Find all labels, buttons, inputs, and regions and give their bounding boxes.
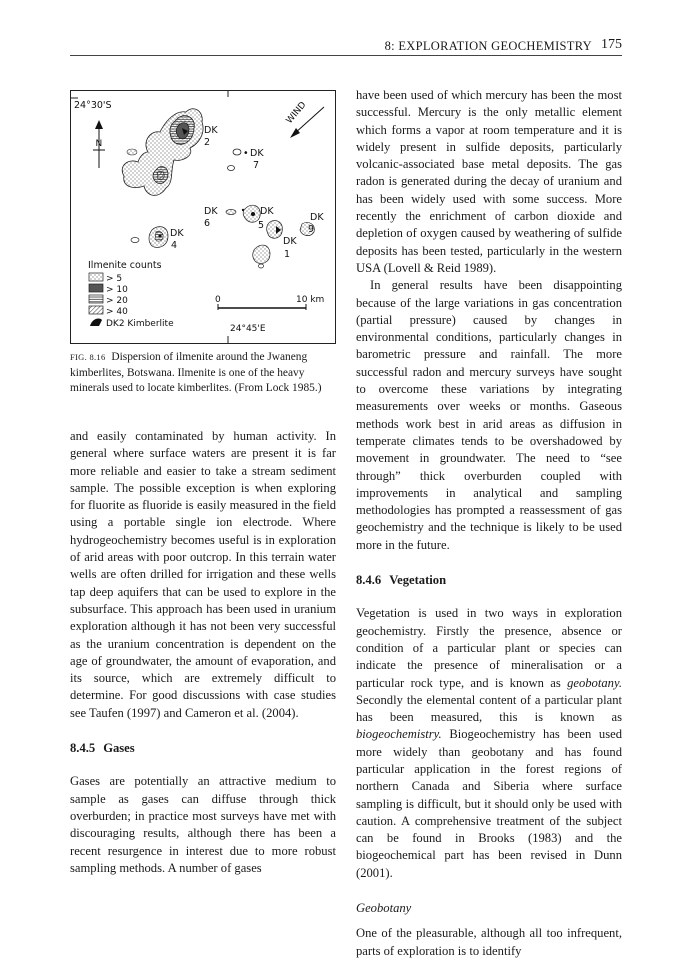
ilmenite-dispersion-map xyxy=(70,90,336,344)
north-label: N xyxy=(95,139,103,149)
legend-item-gt5: > 5 xyxy=(106,274,123,284)
latitude-label: 24°30'S xyxy=(74,100,112,111)
section-number: 8.4.5 xyxy=(70,741,96,756)
dk4-label-num: 4 xyxy=(171,240,178,251)
term-geobotany: geobotany. xyxy=(567,675,622,690)
dk2-label-num: 2 xyxy=(204,137,211,148)
legend-title: Ilmenite counts xyxy=(88,260,162,271)
vegetation-text-a: Vegetation is used in two ways in exploration geochemistry. Firstly the presence, absence or condition of a particular plant or species can indicate the presence of mineralisation or a particular rock type, and is known as xyxy=(356,606,622,690)
halo-dk7 xyxy=(233,149,241,155)
kimberlite-legend-icon xyxy=(90,318,102,326)
paragraph-hydrogeochemistry: and easily contaminated by human activity. In general where surface waters are present it is far more reliable and easier to take a stream sediment sample. The possible exception is when exploring for fluorite as fluoride is easily measured in the field using a portable single ion electrode. Where hydrogeochemistry becomes useful is in exploration of arid areas with poor outcrop. In this terrain water wells are often drilled for irrigation and these wells tap deep aquifers that can be used to explore in the subsurface. This approach has been used in uranium exploration although it has not been very successful as the uranium concentration is dependent on the age of groundwater, the amount of evaporation, and its source, which are extremely difficult to determine. For good discussions with case studies see Taufen (1997) and Cameron et al. (2004). xyxy=(70,429,336,720)
longitude-label: 24°45'E xyxy=(230,324,266,334)
scale-start: 0 xyxy=(215,295,221,305)
dk9-label-num: 9 xyxy=(308,224,315,235)
legend-item-gt40: > 40 xyxy=(106,307,128,317)
dk1-label-num: 1 xyxy=(284,249,291,260)
vegetation-text-c: Biogeochemistry has been used more widely than geobotany and has found particular application in the forest regions of northern Canada and Siberia where surface sampling is difficult, but it should only be used with caution. A comprehensive treatment of the subject can be found in Brooks (1983) and the biogeochemical part has been revised in Dunn (2001). xyxy=(356,727,622,880)
halo-patch-south-core xyxy=(157,171,164,179)
section-heading-gases xyxy=(70,740,336,757)
figure-label: FIG. 8.16 xyxy=(70,352,106,362)
paragraph-mercury: have been used of which mercury has been the most successful. Mercury is the only metallic element which forms a vapor at room temperature and it is widely present in sulfide deposits, particularly volcanic-associated base metal deposits. The gas radon is generated during the decay of uranium and has been widely used with some success. More recently the enrichment of carbon dioxide and depletion of oxygen caused by weathering of sulfide deposits has been tested, particularly in the western USA (Lovell & Reid 1989). xyxy=(356,88,622,275)
dk7-label-num: 7 xyxy=(253,160,260,171)
paragraph-vegetation xyxy=(356,605,622,882)
dk1-label-dk: DK xyxy=(283,236,297,247)
paragraph-gases: Gases are potentially an attractive medium to sample as gases can diffuse through thick overburden; in practice most surveys have met with discouraging results, although there has been a recent resurgence in interest due to more robust sampling methods. A number of gases xyxy=(70,774,336,875)
halo-dk6 xyxy=(226,210,236,215)
section-title: Vegetation xyxy=(389,573,447,588)
dk5-label-dk: DK xyxy=(260,206,274,217)
kimberlite-dk5-icon xyxy=(251,212,255,216)
figure-caption xyxy=(70,350,338,397)
subheading-geobotany: Geobotany xyxy=(356,901,412,916)
term-biogeochemistry: biogeochemistry. xyxy=(356,727,442,742)
chapter-title: 8: EXPLORATION GEOCHEMISTRY xyxy=(384,39,592,53)
halo-west-blob xyxy=(127,149,137,155)
dk5-label-num: 5 xyxy=(258,220,265,231)
scale-end: 10 km xyxy=(296,295,325,305)
paragraph-geobotany: One of the pleasurable, although all too infrequent, parts of exploration is to identify xyxy=(356,926,622,958)
wind-label: WIND xyxy=(284,100,309,126)
dk9-label-dk: DK xyxy=(310,212,324,223)
section-title: Gases xyxy=(103,741,135,756)
halo-dk4-small xyxy=(131,238,139,243)
legend-swatch-gt40 xyxy=(89,306,103,314)
left-column xyxy=(70,428,336,877)
legend-item-gt10: > 10 xyxy=(106,285,128,295)
vegetation-text-b: Secondly the elemental content of a particular plant has been measured, this is known as xyxy=(356,692,622,725)
dk6-label-dk: DK xyxy=(204,206,218,217)
legend-item-gt20: > 20 xyxy=(106,296,128,306)
halo-dk7-small xyxy=(228,166,235,171)
dk2-label-dk: DK xyxy=(204,125,218,136)
legend-swatch-gt10 xyxy=(89,284,103,292)
legend-kimberlite: DK2 Kimberlite xyxy=(106,319,174,329)
dk6-label-num: 6 xyxy=(204,218,211,229)
page-number: 175 xyxy=(601,37,622,52)
scale-bar xyxy=(218,304,306,310)
dk7-bullet: • xyxy=(243,148,249,159)
legend-swatch-gt5 xyxy=(89,273,103,281)
kimberlite-dk4-icon xyxy=(158,234,161,237)
header-rule xyxy=(70,55,622,56)
section-number: 8.4.6 xyxy=(356,573,382,588)
right-column xyxy=(356,87,622,960)
legend-swatch-gt20 xyxy=(89,295,103,303)
paragraph-results: In general results have been disappointing because of the large variations in gas concentration (partial pressure) caused by changes in environmental conditions, particularly changes in barometric pressure and rainfall. The more successful radon and mercury surveys have sought to overcome these variations by integrating measurements over weeks or months. Gaseous methods work best in arid areas as diffusion in temperate climates tends to be overshadowed by movement in groundwater. The need to “see through” thick overburden coupled with improvements in analytical and sampling methodologies has prompted a reassessment of gas geochemistry and the technique is likely to be used more in the future. xyxy=(356,278,622,552)
caption-text: Dispersion of ilmenite around the Jwaneng kimberlites, Botswana. Ilmenite is one of the heavy minerals used to locate kimberlites. (From Lock 1985.) xyxy=(70,351,322,394)
section-heading-vegetation xyxy=(356,572,622,589)
halo-dk1-small xyxy=(259,264,264,268)
halo-dk1-b xyxy=(253,245,270,264)
running-header xyxy=(70,36,622,54)
figure-map xyxy=(70,90,336,344)
dk4-label-dk: DK xyxy=(170,228,184,239)
dk7-label-dk: DK xyxy=(250,148,264,159)
